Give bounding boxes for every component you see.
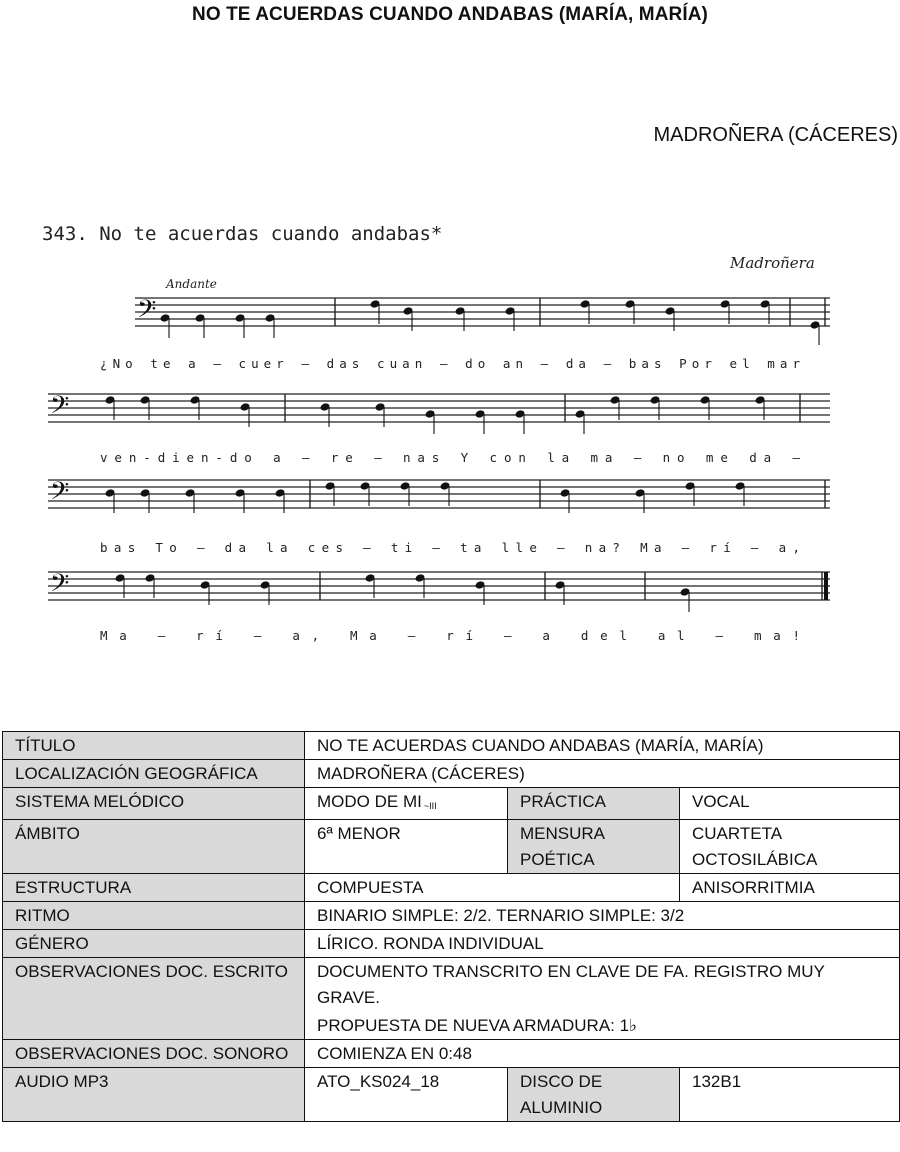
score-tempo: Andante (166, 277, 217, 291)
label-obs-sonoro: OBSERVACIONES DOC. SONORO (3, 1040, 305, 1068)
bass-clef-icon: 𝄢 (50, 391, 70, 426)
value-localizacion: MADROÑERA (CÁCERES) (305, 760, 900, 788)
row-genero (3, 930, 900, 958)
value-estructura-extra: ANISORRITMIA (680, 874, 900, 902)
bass-clef-icon: 𝄢 (50, 569, 70, 604)
staff-system (135, 295, 830, 345)
value-ambito: 6ª MENOR (305, 820, 508, 874)
label-mensura: MENSURA POÉTICA (508, 820, 680, 874)
value-genero: LÍRICO. RONDA INDIVIDUAL (305, 930, 900, 958)
staff-systems (48, 295, 830, 643)
value-estructura: COMPUESTA (305, 874, 680, 902)
lyric-line: ven-dien-do a – re – nas Y con la ma – no me da – (100, 450, 800, 465)
label-practica: PRÁCTICA (508, 788, 680, 820)
score-place: Madroñera (730, 254, 815, 272)
value-audio: ATO_KS024_18 (305, 1068, 508, 1122)
label-estructura: ESTRUCTURA (3, 874, 305, 902)
value-disco: 132B1 (680, 1068, 900, 1122)
label-disco: DISCO DE ALUMINIO (508, 1068, 680, 1122)
bass-clef-icon: 𝄢 (137, 295, 157, 330)
sistema-subscript: ~III (423, 801, 437, 811)
row-obs-escrito (3, 958, 900, 1040)
label-obs-escrito: OBSERVACIONES DOC. ESCRITO (3, 958, 305, 1040)
lyric-line: Ma – rí – a, Ma – rí – a del al – ma! (100, 628, 800, 643)
obs-escrito-line-1: DOCUMENTO TRANSCRITO EN CLAVE DE FA. REGISTRO MUY GRAVE. (317, 962, 825, 1007)
label-ritmo: RITMO (3, 902, 305, 930)
row-estructura (3, 874, 900, 902)
row-sistema (3, 788, 900, 820)
label-sistema: SISTEMA MELÓDICO (3, 788, 305, 820)
label-ambito: ÁMBITO (3, 820, 305, 874)
value-mensura: CUARTETA OCTOSILÁBICA (680, 820, 900, 874)
value-obs-escrito (305, 958, 900, 1040)
sistema-text: MODO DE MI (317, 792, 422, 811)
staff-system (48, 391, 830, 434)
label-titulo: TÍTULO (3, 732, 305, 760)
value-ritmo: BINARIO SIMPLE: 2/2. TERNARIO SIMPLE: 3/2 (305, 902, 900, 930)
lyric-line: bas To – da la ces – ti – ta lle – na? Ma – rí – a, (100, 540, 800, 555)
obs-escrito-line-2: PROPUESTA DE NUEVA ARMADURA: 1♭ (317, 1016, 638, 1035)
staff-system (48, 569, 830, 612)
metadata-table (2, 731, 900, 1122)
value-obs-sonoro: COMIENZA EN 0:48 (305, 1040, 900, 1068)
bass-clef-icon: 𝄢 (50, 477, 70, 512)
score-number-title: 343. No te acuerdas cuando andabas* (42, 223, 443, 245)
row-audio (3, 1068, 900, 1122)
row-localizacion (3, 760, 900, 788)
lyric-line: ¿No te a – cuer – das cuan – do an – da – bas Por el mar (100, 356, 801, 371)
label-audio: AUDIO MP3 (3, 1068, 305, 1122)
document-title: NO TE ACUERDAS CUANDO ANDABAS (MARÍA, MARÍA) (192, 4, 708, 25)
label-genero: GÉNERO (3, 930, 305, 958)
row-ambito (3, 820, 900, 874)
value-titulo: NO TE ACUERDAS CUANDO ANDABAS (MARÍA, MARÍA) (305, 732, 900, 760)
row-ritmo (3, 902, 900, 930)
music-score-image (40, 208, 840, 668)
document-location: MADROÑERA (CÁCERES) (653, 124, 898, 146)
value-practica: VOCAL (680, 788, 900, 820)
row-titulo (3, 732, 900, 760)
value-sistema (305, 788, 508, 820)
staff-system (48, 477, 830, 513)
label-localizacion: LOCALIZACIÓN GEOGRÁFICA (3, 760, 305, 788)
row-obs-sonoro (3, 1040, 900, 1068)
